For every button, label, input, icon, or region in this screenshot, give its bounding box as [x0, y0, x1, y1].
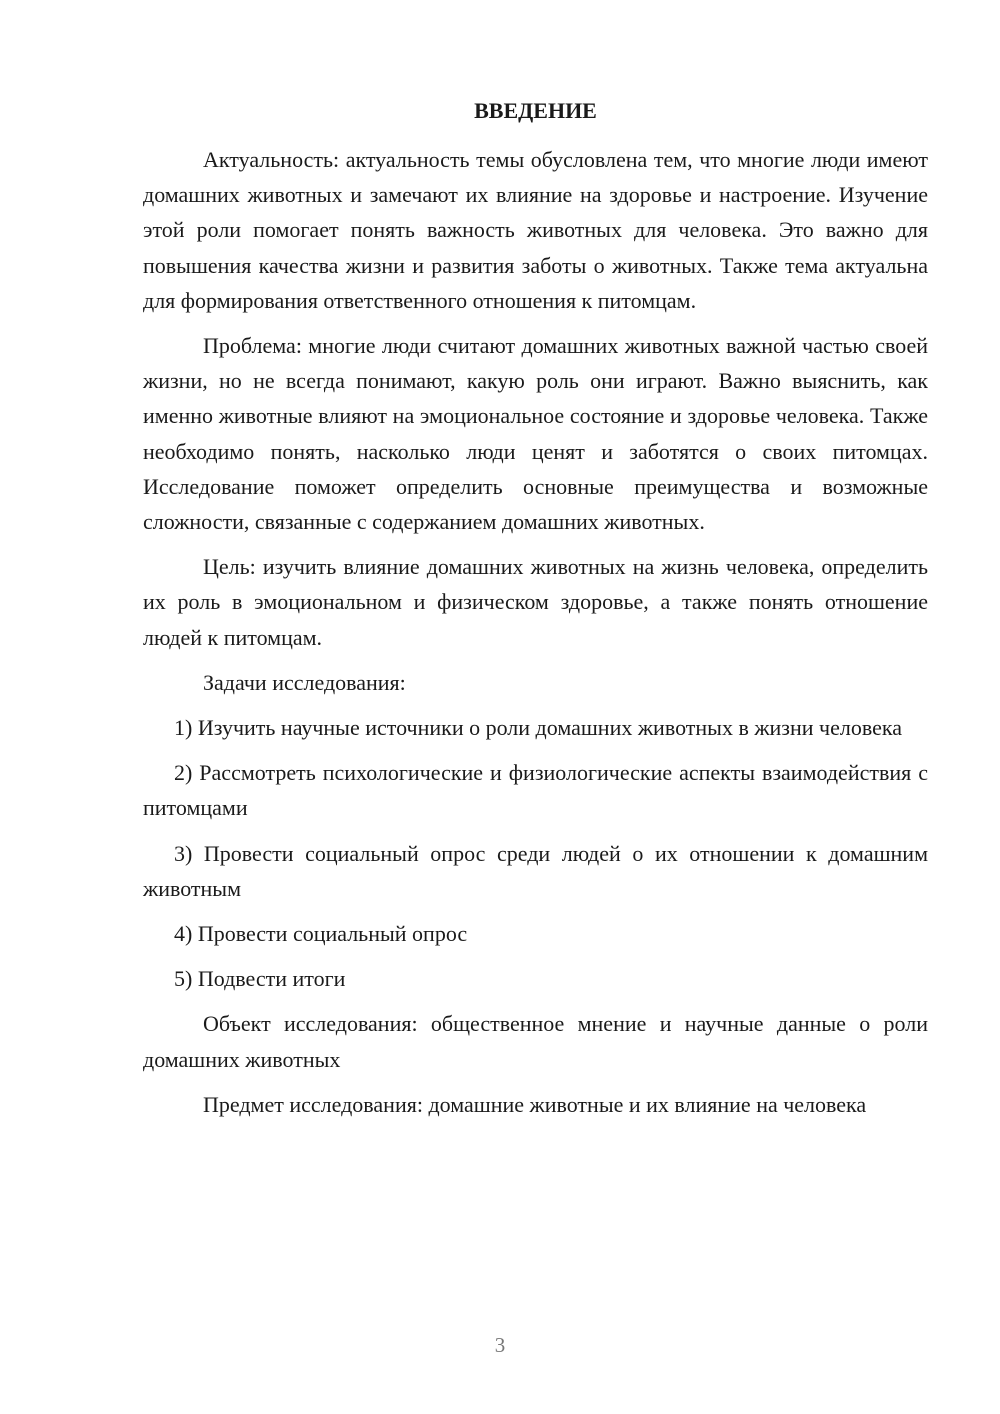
page-content [143, 94, 928, 1132]
page-title: ВВЕДЕНИЕ [474, 98, 597, 123]
task-item: 2) Рассмотреть психологические и физиологические аспекты взаимодействия с питомцами [143, 760, 928, 821]
page-number: 3 [494, 1333, 506, 1357]
goal-paragraph: Цель: изучить влияние домашних животных на жизнь человека, определить их роль в эмоциональном и физическом здоровье, а также понять отношение людей к питомцам. [143, 554, 928, 650]
problem-paragraph: Проблема: многие люди считают домашних животных важной частью своей жизни, но не всегда понимают, какую роль они играют. Важно выяснить, как именно животные влияют на эмоциональное состояние и здоровье человека. Также необходимо понять, насколько люди ценят и заботятся о своих питомцах. Исследование поможет определить основные преимущества и возможные сложности, связанные с содержанием домашних животных. [143, 333, 928, 535]
tasks-heading: Задачи исследования: [203, 669, 406, 695]
relevance-paragraph: Актуальность: актуальность темы обусловлена тем, что многие люди имеют домашних животных и замечают их влияние на здоровье и настроение. Изучение этой роли помогает понять важность животных для человека. Это важно для повышения качества жизни и развития заботы о животных. Также тема актуальна для формирования ответственного отношения к питомцам. [143, 147, 928, 313]
subject-paragraph: Предмет исследования: домашние животные и их влияние на человека [203, 1091, 867, 1117]
task-item: 4) Провести социальный опрос [174, 921, 468, 947]
task-item: 5) Подвести итоги [174, 966, 346, 992]
object-paragraph: Объект исследования: общественное мнение и научные данные о роли домашних животных [143, 1011, 928, 1072]
task-item: 1) Изучить научные источники о роли домашних животных в жизни человека [174, 715, 902, 741]
task-item: 3) Провести социальный опрос среди людей о их отношении к домашним животным [143, 840, 928, 901]
